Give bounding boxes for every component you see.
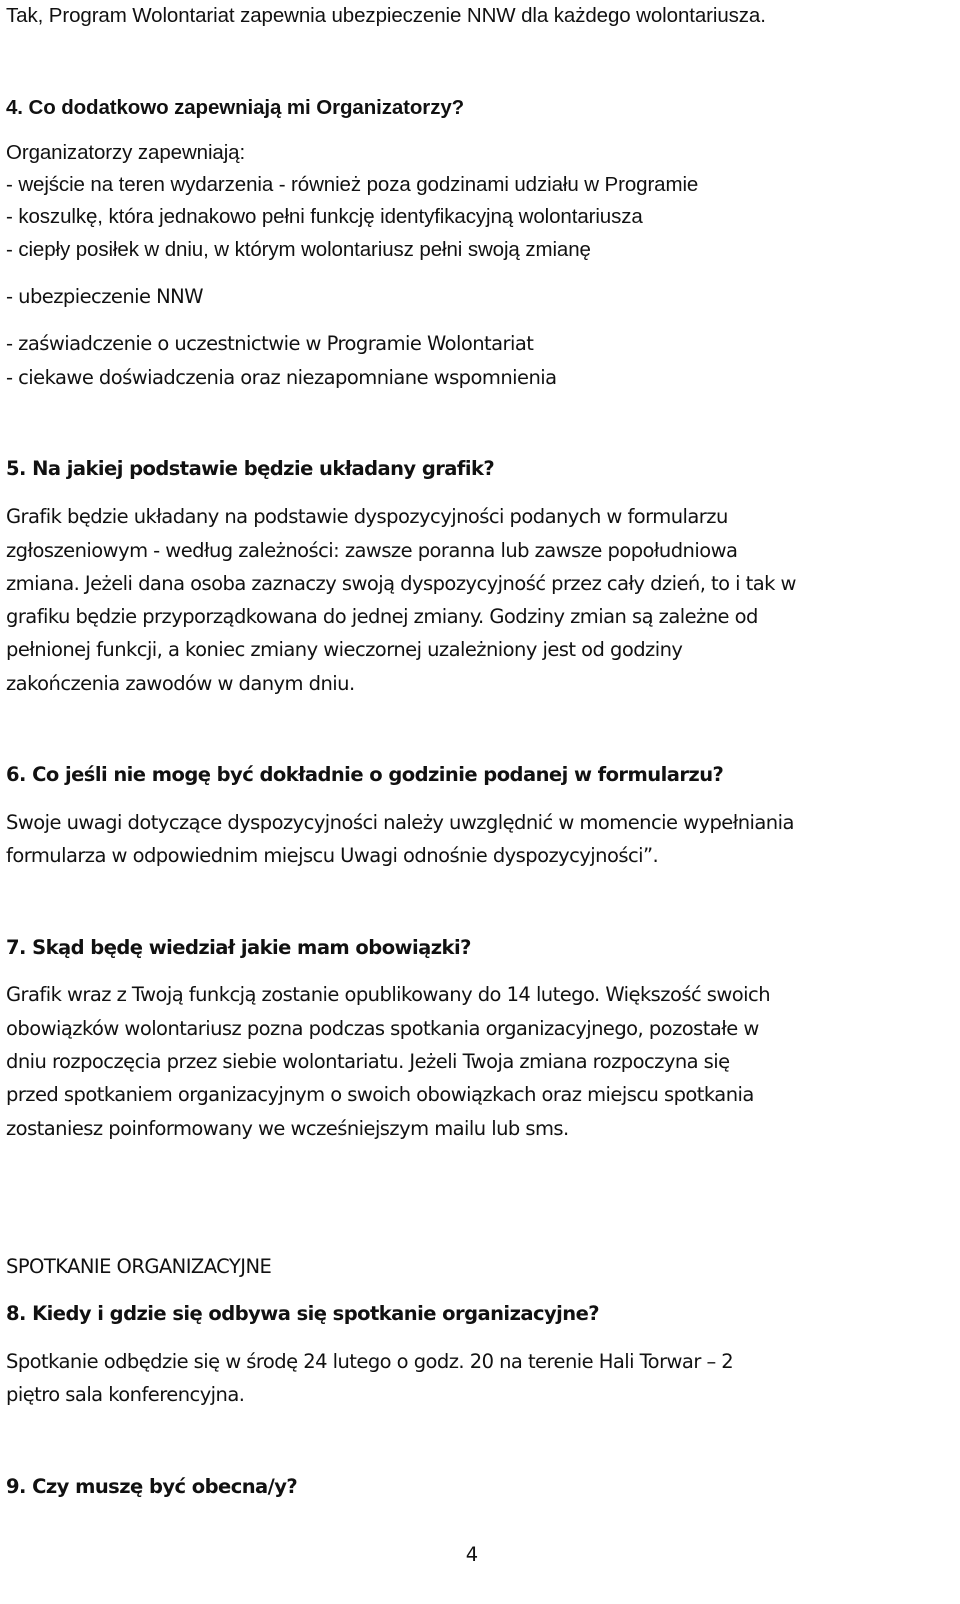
list-item: - koszulkę, która jednakowo pełni funkcję identyfikacyjną wolontariusza xyxy=(6,205,643,228)
section-title: SPOTKANIE ORGANIZACYJNE xyxy=(6,1255,272,1278)
page-number: 4 xyxy=(465,1543,479,1566)
section-8-heading: 8. Kiedy i gdzie się odbywa się spotkanie organizacyjne? xyxy=(6,1302,600,1325)
section-4-lead: Organizatorzy zapewniają: xyxy=(6,141,246,164)
list-item: - ciepły posiłek w dniu, w którym wolontariusz pełni swoją zmianę xyxy=(6,238,591,261)
section-5-heading: 5. Na jakiej podstawie będzie układany grafik? xyxy=(6,457,495,480)
paragraph-line: Swoje uwagi dotyczące dyspozycyjności należy uwzględnić w momencie wypełniania xyxy=(6,811,794,834)
paragraph-line: Grafik wraz z Twoją funkcją zostanie opublikowany do 14 lutego. Większość swoich xyxy=(6,983,771,1006)
section-7-heading: 7. Skąd będę wiedział jakie mam obowiązki? xyxy=(6,936,471,959)
paragraph-line: pełnionej funkcji, a koniec zmiany wieczornej uzależniony jest od godziny xyxy=(6,638,683,661)
paragraph-line: zgłoszeniowym - według zależności: zawsze poranna lub zawsze popołudniowa xyxy=(6,539,738,562)
paragraph-line: przed spotkaniem organizacyjnym o swoich obowiązkach oraz miejscu spotkania xyxy=(6,1083,754,1106)
paragraph-line: zakończenia zawodów w danym dniu. xyxy=(6,672,355,695)
section-9-heading: 9. Czy muszę być obecna/y? xyxy=(6,1475,298,1498)
paragraph-line: piętro sala konferencyjna. xyxy=(6,1383,245,1406)
paragraph-line: formularza w odpowiednim miejscu Uwagi odnośnie dyspozycyjności”. xyxy=(6,844,659,867)
paragraph-line: zmiana. Jeżeli dana osoba zaznaczy swoją dyspozycyjność przez cały dzień, to i tak w xyxy=(6,572,796,595)
list-item: - zaświadczenie o uczestnictwie w Programie Wolontariat xyxy=(6,332,534,355)
paragraph-line: obowiązków wolontariusz pozna podczas spotkania organizacyjnego, pozostałe w xyxy=(6,1017,759,1040)
intro-line: Tak, Program Wolontariat zapewnia ubezpieczenie NNW dla każdego wolontariusza. xyxy=(6,4,766,27)
list-item: - ubezpieczenie NNW xyxy=(6,285,203,308)
paragraph-line: grafiku będzie przyporządkowana do jednej zmiany. Godziny zmian są zależne od xyxy=(6,605,758,628)
list-item: - ciekawe doświadczenia oraz niezapomniane wspomnienia xyxy=(6,366,557,389)
paragraph-line: dniu rozpoczęcia przez siebie wolontariatu. Jeżeli Twoja zmiana rozpoczyna się xyxy=(6,1050,730,1073)
list-item: - wejście na teren wydarzenia - również poza godzinami udziału w Programie xyxy=(6,173,699,196)
section-4-heading: 4. Co dodatkowo zapewniają mi Organizatorzy? xyxy=(6,96,465,119)
paragraph-line: zostaniesz poinformowany we wcześniejszym mailu lub sms. xyxy=(6,1117,569,1140)
section-6-heading: 6. Co jeśli nie mogę być dokładnie o godzinie podanej w formularzu? xyxy=(6,763,724,786)
paragraph-line: Grafik będzie układany na podstawie dyspozycyjności podanych w formularzu xyxy=(6,505,728,528)
paragraph-line: Spotkanie odbędzie się w środę 24 lutego o godz. 20 na terenie Hali Torwar – 2 xyxy=(6,1350,734,1373)
